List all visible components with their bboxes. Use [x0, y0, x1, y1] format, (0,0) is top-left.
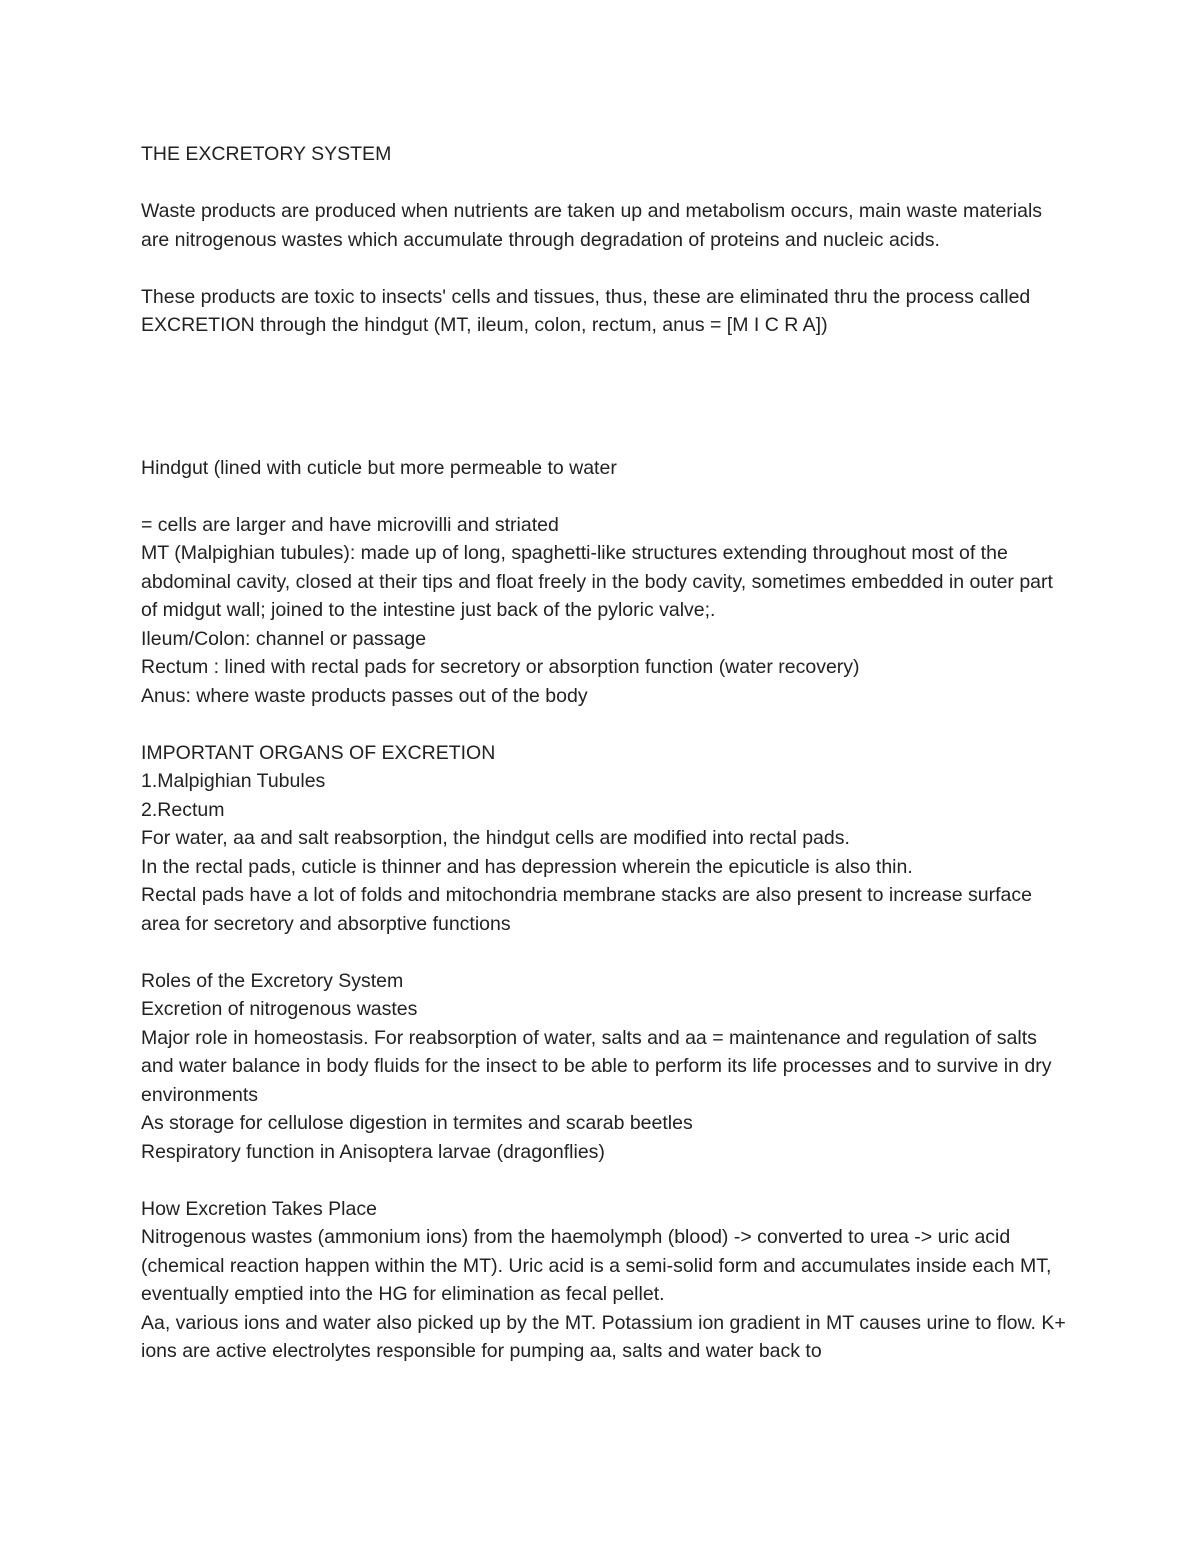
roles-line: Respiratory function in Anisoptera larvae (dragonflies)	[141, 1140, 605, 1163]
roles-heading: Roles of the Excretory System	[141, 969, 404, 992]
spacer	[141, 482, 1071, 511]
hindgut-line: = cells are larger and have microvilli and striated	[141, 513, 559, 536]
process-line: Nitrogenous wastes (ammonium ions) from the haemolymph (blood) -> converted to urea -> uric acid (chemical reaction happen within the MT). Uric acid is a semi-solid form and accumulates inside each MT, eventually emptied into the HG for elimination as fecal pellet.	[141, 1226, 1052, 1305]
organs-line: For water, aa and salt reabsorption, the hindgut cells are modified into rectal pads.	[141, 827, 850, 849]
spacer	[141, 254, 1071, 283]
hindgut-heading: Hindgut (lined with cuticle but more permeable to water	[141, 456, 617, 479]
spacer	[141, 710, 1071, 739]
hindgut-line: Ileum/Colon: channel or passage	[141, 627, 427, 650]
roles-line: Major role in homeostasis. For reabsorption of water, salts and aa = maintenance and regulation of salts and water balance in body fluids for the insect to be able to perform its life processes and to survive in dry environments	[141, 1026, 1052, 1106]
organs-line: 2.Rectum	[141, 798, 225, 821]
spacer	[141, 169, 1071, 198]
process-line: Aa, various ions and water also picked up by the MT. Potassium ion gradient in MT causes urine to flow. K+ ions are active electrolytes responsible for pumping aa, salts and water back to	[141, 1311, 1066, 1362]
spacer	[141, 1166, 1071, 1195]
hindgut-line: Rectum : lined with rectal pads for secretory or absorption function (water recovery)	[141, 656, 860, 678]
organs-line: In the rectal pads, cuticle is thinner and has depression wherein the epicuticle is also thin.	[141, 855, 913, 878]
spacer	[141, 938, 1071, 967]
hindgut-line: Anus: where waste products passes out of the body	[141, 684, 588, 707]
organs-heading: IMPORTANT ORGANS OF EXCRETION	[141, 741, 496, 764]
hindgut-line: MT (Malpighian tubules): made up of long, spaghetti-like structures extending throughout most of the abdominal cavity, closed at their tips and float freely in the body cavity, sometimes embedded in outer part of midgut wall; joined to the intestine just back of the pyloric valve;.	[141, 542, 1053, 621]
intro-paragraph-1: Waste products are produced when nutrients are taken up and metabolism occurs, main waste materials are nitrogenous wastes which accumulate through degradation of proteins and nucleic acids.	[141, 200, 1043, 251]
process-heading: How Excretion Takes Place	[141, 1197, 377, 1220]
spacer	[141, 340, 1071, 454]
document-body	[141, 140, 1071, 1366]
document-title: THE EXCRETORY SYSTEM	[141, 143, 392, 165]
roles-line: As storage for cellulose digestion in termites and scarab beetles	[141, 1112, 693, 1134]
organs-line: 1.Malpighian Tubules	[141, 770, 326, 792]
roles-line: Excretion of nitrogenous wastes	[141, 998, 418, 1020]
intro-paragraph-2: These products are toxic to insects' cells and tissues, thus, these are eliminated thru the process called EXCRETION through the hindgut (MT, ileum, colon, rectum, anus = [M I C R A])	[141, 285, 1031, 336]
organs-line: Rectal pads have a lot of folds and mitochondria membrane stacks are also present to increase surface area for secretory and absorptive functions	[141, 884, 1032, 935]
